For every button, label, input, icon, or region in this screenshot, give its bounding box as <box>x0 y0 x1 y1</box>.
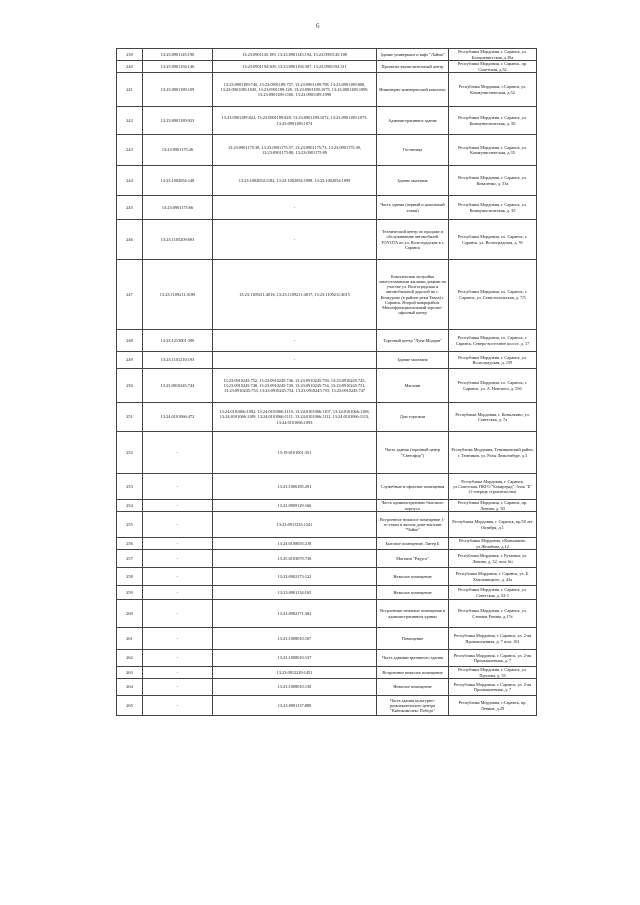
cadastral-number-cell: - <box>143 512 213 538</box>
inner-objects-cell: 13:23:0909129:166 <box>213 500 377 512</box>
table-row <box>117 696 537 716</box>
inner-objects-cell: 13:25:0103079:736 <box>213 550 377 568</box>
object-name-cell: Встроенные нежилые помещения в административном здании <box>377 600 449 628</box>
cadastral-number-cell: 13:23:1101210:193 <box>143 352 213 369</box>
address-cell: Республика Мордовия, г. Саранск, ул.Советская, ПКГО "Бомарград", блок "Б" (1-очередь строительства) <box>449 474 537 500</box>
inner-objects-cell: 13:23:0902173:122 <box>213 568 377 586</box>
address-cell: Республика Мордовия, г.о. Саранск, г. Саранск, ул. Волгоградская, д. 91 <box>449 220 537 260</box>
cadastral-number-cell: 13:23:1215001:390 <box>143 330 213 352</box>
object-name-cell: Магазин <box>377 369 449 403</box>
row-number-cell: 241 <box>117 73 143 107</box>
row-number-cell: 248 <box>117 330 143 352</box>
object-name-cell: Дом торговли <box>377 403 449 432</box>
row-number-cell: 245 <box>117 196 143 220</box>
cadastral-number-cell: - <box>143 568 213 586</box>
table-row <box>117 352 537 369</box>
address-cell: Республика Мордовия, г. Саранск, ул. Советская, д. 52-1 <box>449 586 537 600</box>
table-row <box>117 667 537 679</box>
inner-objects-cell: 13:23:1002054:1182, 13:23:1002054:1098, 13:23:1002054:1099 <box>213 166 377 196</box>
cadastral-number-cell: 13:23:0901175:26 <box>143 135 213 166</box>
table-row <box>117 135 537 166</box>
row-number-cell: 255 <box>117 512 143 538</box>
cadastral-number-cell: 13:24:0101066:472 <box>143 403 213 432</box>
row-number-cell: 257 <box>117 550 143 568</box>
table-row <box>117 650 537 667</box>
cadastral-number-cell: - <box>143 650 213 667</box>
object-name-cell: Здание магазина <box>377 352 449 369</box>
address-cell: Республика Мордовия, г. Саранск, ул. Коммунистическая, д. 50 <box>449 107 537 135</box>
cadastral-number-cell: 13:23:1109211:3189 <box>143 260 213 330</box>
object-name-cell: Нежилое помещение <box>377 586 449 600</box>
inner-objects-cell: 13:23:0912229:1451 <box>213 667 377 679</box>
cadastral-number-cell: 13:23:0901189:923 <box>143 107 213 135</box>
table-row <box>117 586 537 600</box>
address-cell: Республика Мордовия, г.о. Саранск, г. Саранск, ул. Севастопольская, д. 7/5 <box>449 260 537 330</box>
address-cell: Республика Мордовия, г. Саранск, ул. 2-ая Промышленная, д. 7 <box>449 679 537 696</box>
inner-objects-cell: 13:23:0901189:740, 13:23:0901189:757, 13:23:0901189:798, 13:23:0901189:800, 13:23:0901189:1045, 13:23:0901189:128, 13:23:0901189:1075, 13:23:0901189:1099, 13:23:0901189:1100, 13:23:0901189:1098 <box>213 73 377 107</box>
inner-objects-cell: 13:19:0101001:351 <box>213 432 377 474</box>
table-row <box>117 538 537 550</box>
table-row <box>117 73 537 107</box>
address-cell: Республика Мордовия, г.о. Саранск, г. Саранск, ул. А. Невского, д. 55б <box>449 369 537 403</box>
inner-objects-cell: 13:24:0108055:218 <box>213 538 377 550</box>
inner-objects-cell: 13:23:0901175:38, 13:23:0901175:57, 13:23:0901175:73, 13:23:0901175:39, 13:23:0901175:88, 13:23:0901175:89 <box>213 135 377 166</box>
address-cell: Республика Мордовия, г. Саранск, ул. Коммунистическая, д.35 <box>449 135 537 166</box>
address-cell: Республика Мордовия, г. Саранск, ул. 2-ая Промышленная, д. 7 <box>449 650 537 667</box>
row-number-cell: 247 <box>117 260 143 330</box>
inner-objects-cell: 13:23:1008010:137 <box>213 650 377 667</box>
inner-objects-cell: 13:23:0911235:1541 <box>213 512 377 538</box>
table-row <box>117 432 537 474</box>
table-row <box>117 403 537 432</box>
row-number-cell: 249 <box>117 352 143 369</box>
table-row <box>117 550 537 568</box>
cadastral-number-cell: - <box>143 696 213 716</box>
inner-objects-cell: 13:23:1006185:291 <box>213 474 377 500</box>
row-number-cell: 262 <box>117 650 143 667</box>
property-register-table <box>116 48 537 716</box>
inner-objects-cell: - <box>213 352 377 369</box>
object-name-cell: Нежилое помещение <box>377 568 449 586</box>
inner-objects-cell: 13:23:1109211:4016, 13:23:1109211:4017, 13:23:1109211:4015 <box>213 260 377 330</box>
table-row <box>117 474 537 500</box>
table-row <box>117 600 537 628</box>
object-name-cell: Часть здания (первый и цокольный этажи) <box>377 196 449 220</box>
page-number: 6 <box>316 22 320 30</box>
row-number-cell: 254 <box>117 500 143 512</box>
cadastral-number-cell: 13:23:0901175:66 <box>143 196 213 220</box>
inner-objects-cell: 13:23:0901134:165 <box>213 586 377 600</box>
address-cell: Республика Мордовия, г. Саранск, пр. Советская, д.52 <box>449 61 537 73</box>
row-number-cell: 252 <box>117 432 143 474</box>
object-name-cell: Проектно-вычислительный центр <box>377 61 449 73</box>
address-cell: Республика Мордовия, г.Саранск, пр. Ленина, д.29 <box>449 696 537 716</box>
object-name-cell: Бытовое помещение, Литер Б <box>377 538 449 550</box>
row-number-cell: 258 <box>117 568 143 586</box>
address-cell: Республика Мордовия, г. Саранск, ул. 2-ая Промышленная, д. 7 пом. 101 <box>449 628 537 650</box>
address-cell: Республика Мордовия, г.Саранск, ул. Коммунистическая, д.52 <box>449 73 537 107</box>
object-name-cell: Технический центр по продаже и обслуживанию автомобилей TOYOTA по ул. Волгоградская в г. Саранск <box>377 220 449 260</box>
address-cell: Республика Мордовия, Темниковский район, г. Темников, ул. Розы Люксембург, д.3 <box>449 432 537 474</box>
row-number-cell: 253 <box>117 474 143 500</box>
cadastral-number-cell: - <box>143 500 213 512</box>
address-cell: Республика Мордовия, г. Саранск, ул. Пролова, д. 53 <box>449 667 537 679</box>
object-name-cell: Здание универмага и кафе "Лайма" <box>377 49 449 61</box>
object-name-cell: Торговый центр "Луна Модерн" <box>377 330 449 352</box>
inner-objects-cell: 13:23:1008010:167 <box>213 628 377 650</box>
table-row <box>117 61 537 73</box>
address-cell: Республика Мордовия, г. Саранск, ул. Степана Разина, д.17а <box>449 600 537 628</box>
inner-objects-cell: - <box>213 196 377 220</box>
object-name-cell: Часть здания (торговый центр "Светофор") <box>377 432 449 474</box>
inner-objects-cell: 13:23:0901137:880 <box>213 696 377 716</box>
object-name-cell: Гостиница <box>377 135 449 166</box>
cadastral-number-cell: - <box>143 667 213 679</box>
address-cell: Республика Мордовия, г.Ковылкино, ул.Желябова, д.12 <box>449 538 537 550</box>
table-row <box>117 500 537 512</box>
table-row <box>117 220 537 260</box>
table-row <box>117 679 537 696</box>
address-cell: Республика Мордовия, г.о. Саранск, г. Саранск, Северо-восточное шоссе, д. 17 <box>449 330 537 352</box>
cadastral-number-cell: 13:23:1002054:148 <box>143 166 213 196</box>
object-name-cell: Магазин "Радуга" <box>377 550 449 568</box>
inner-objects-cell: 13:23:0902171:382 <box>213 600 377 628</box>
object-name-cell: Служебные и офисные помещения <box>377 474 449 500</box>
row-number-cell: 243 <box>117 135 143 166</box>
cadastral-number-cell: 13:23:1105209:693 <box>143 220 213 260</box>
table-row <box>117 260 537 330</box>
cadastral-number-cell: - <box>143 474 213 500</box>
address-cell: Республика Мордовия, г. Саранск, ул. Коммунистическая, д. 35 <box>449 196 537 220</box>
row-number-cell: 239 <box>117 49 143 61</box>
table-row <box>117 568 537 586</box>
row-number-cell: 259 <box>117 586 143 600</box>
object-name-cell: Часть здания культурно-развлекательного центра "Кинокомплекс Победа" <box>377 696 449 716</box>
row-number-cell: 246 <box>117 220 143 260</box>
row-number-cell: 240 <box>117 61 143 73</box>
cadastral-number-cell: - <box>143 679 213 696</box>
address-cell: Республика Мордовия, г. Рузаевка, ул. Ленина, д. 32, пом. 6ti <box>449 550 537 568</box>
row-number-cell: 261 <box>117 628 143 650</box>
object-name-cell: Встроенное нежилое помещение <box>377 667 449 679</box>
table-row <box>117 512 537 538</box>
register-body <box>117 49 537 716</box>
cadastral-number-cell: 13:23:0901189:109 <box>143 73 213 107</box>
table-row <box>117 166 537 196</box>
table-row <box>117 369 537 403</box>
row-number-cell: 265 <box>117 696 143 716</box>
object-name-cell: Встроенное нежилое помещение 1-го этажа в жилом доме-магазин "Чайка" <box>377 512 449 538</box>
row-number-cell: 256 <box>117 538 143 550</box>
row-number-cell: 260 <box>117 600 143 628</box>
table-row <box>117 107 537 135</box>
object-name-cell: Инженерно-коммерческий комплекс <box>377 73 449 107</box>
cadastral-number-cell: - <box>143 586 213 600</box>
cadastral-number-cell: 13:23:0901145:190 <box>143 49 213 61</box>
row-number-cell: 244 <box>117 166 143 196</box>
object-name-cell: Административное здание <box>377 107 449 135</box>
inner-objects-cell: 13:23:0901145:189, 13:23:0901145:194, 13:23:0901145:188 <box>213 49 377 61</box>
inner-objects-cell: - <box>213 330 377 352</box>
cadastral-number-cell: - <box>143 550 213 568</box>
address-cell: Республика Мордовия, г. Саранск, пр.50 лет Октября, д.1 <box>449 512 537 538</box>
table-row <box>117 196 537 220</box>
address-cell: Республика Мордовия, г. Саранск, ул. Б. Хмельницкого, д. 42а <box>449 568 537 586</box>
object-name-cell: Комплексная застройка многоэтажными жилыми домами на участке ул. Волгоградская и автомобильной дорогой на с. Кочкурово (в районе реки Тавла) г. Саранск. Второй микрорайон. Многофункциональный торгово-офисный центр <box>377 260 449 330</box>
table-row <box>117 49 537 61</box>
inner-objects-cell: - <box>213 220 377 260</box>
inner-objects-cell: 13:23:0910245:752, 13:23:0910245:746, 13:23:0910245:750, 13:23:0910245:745, 13:23:0910245:748, 13:23:0910245:749, 13:23:0910245:754, 13:23:0910245:751, 13:23:0910245:753, 13:23:0910245:754, 13:23:0910245:755, 13:23:0910245:747 <box>213 369 377 403</box>
address-cell: Республика Мордовия, г. Ковылкино, ул. Советская, д. 7а <box>449 403 537 432</box>
address-cell: Республика Мордовия, г. Саранск, ул. Большевистская, д.39а <box>449 49 537 61</box>
table-row <box>117 628 537 650</box>
inner-objects-cell: 13:23:1008010:130 <box>213 679 377 696</box>
table-row <box>117 330 537 352</box>
address-cell: Республика Мордовия, г. Саранск, ул. Коваленко, д. 53а <box>449 166 537 196</box>
cadastral-number-cell: - <box>143 628 213 650</box>
cadastral-number-cell: - <box>143 538 213 550</box>
row-number-cell: 263 <box>117 667 143 679</box>
object-name-cell: Часть административно-бытового корпуса <box>377 500 449 512</box>
address-cell: Республика Мордовия, г. Саранск, ул. Волгоградская, д. 159 <box>449 352 537 369</box>
row-number-cell: 264 <box>117 679 143 696</box>
object-name-cell: Помещение <box>377 628 449 650</box>
cadastral-number-cell: 13:23:0901194:146 <box>143 61 213 73</box>
cadastral-number-cell: - <box>143 432 213 474</box>
row-number-cell: 242 <box>117 107 143 135</box>
row-number-cell: 251 <box>117 403 143 432</box>
row-number-cell: 250 <box>117 369 143 403</box>
inner-objects-cell: 13:24:0101066:1092, 13:24:0101066:1110, 13:24:0101066:1107, 13:24:0101066:1108, 13:24:0101066:1109, 13:24:0101066:1111, 13:24:0101066:1112, 13:24:0101066:1113, 13:24:0101066:1093 <box>213 403 377 432</box>
inner-objects-cell: 13:23:0901189:824, 13:23:0901189:828, 13:23:0901189:1072, 13:23:0901189:1073, 13:23:0901189:1074 <box>213 107 377 135</box>
address-cell: Республика Мордовия, г. Саранск, пр. Ленина, д. 50 <box>449 500 537 512</box>
object-name-cell: Часть административного здания <box>377 650 449 667</box>
object-name-cell: Здание магазина <box>377 166 449 196</box>
cadastral-number-cell: - <box>143 600 213 628</box>
inner-objects-cell: 13:23:0901194:309, 13:23:0901194:307, 13:23:0901194:311 <box>213 61 377 73</box>
cadastral-number-cell: 13:23:0910245:744 <box>143 369 213 403</box>
object-name-cell: Нежилое помещение <box>377 679 449 696</box>
